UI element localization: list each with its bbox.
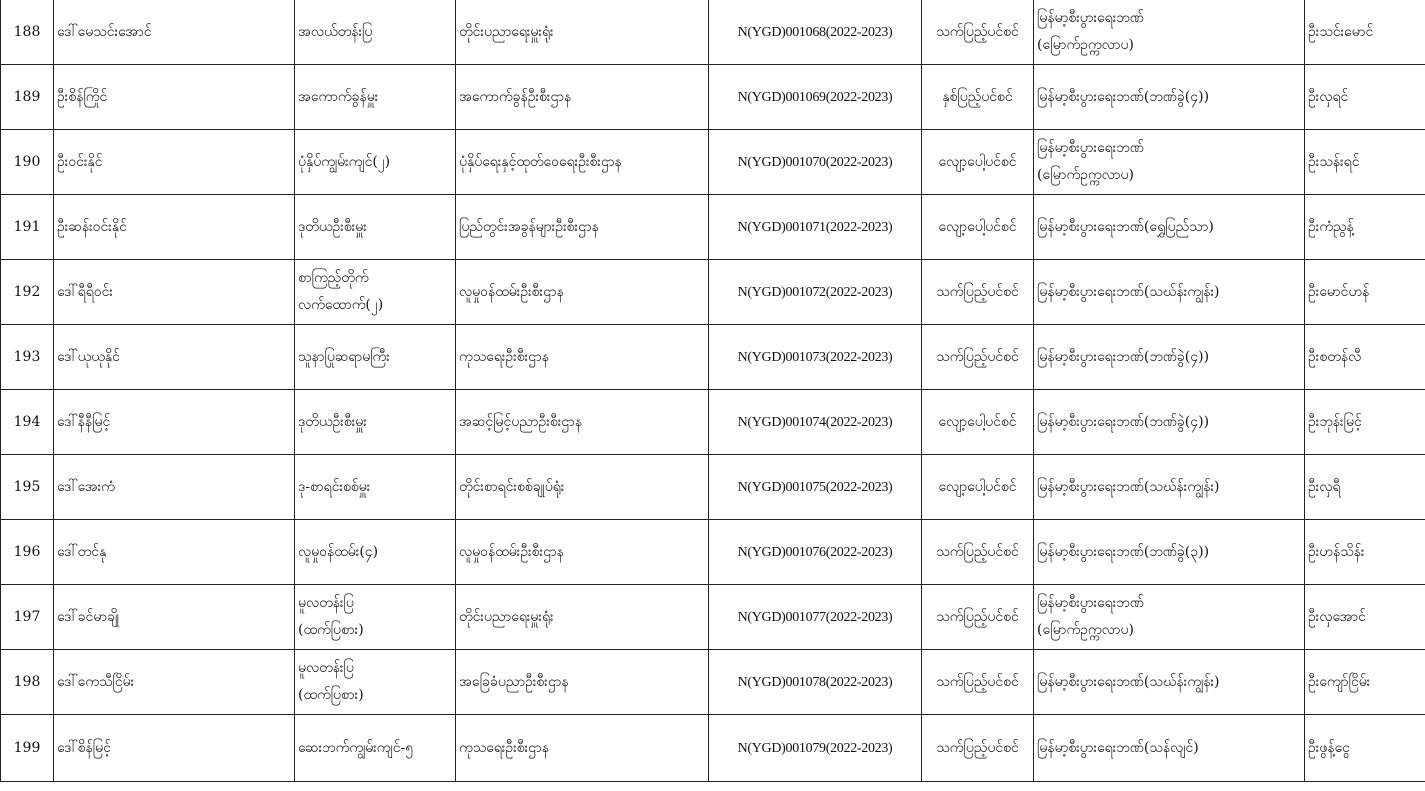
serial-number-cell: 189 [1, 65, 54, 130]
table-row [1, 195, 1425, 260]
department-cell: အခြေခံပညာဦးစီးဌာန [456, 650, 709, 715]
rank-cell [295, 195, 456, 260]
guardian-name-cell: ဦးကျော်ငြိမ်း [1305, 650, 1425, 715]
department-cell: ကုသရေးဦးစီးဌာန [456, 715, 709, 782]
guardian-name-cell: ဦးကံညွန့် [1305, 195, 1425, 260]
department-cell: လူမှုဝန်ထမ်းဦးစီးဌာန [456, 260, 709, 325]
registration-number-cell: N(YGD)001069(2022-2023) [709, 65, 922, 130]
registration-number-cell: N(YGD)001078(2022-2023) [709, 650, 922, 715]
department-cell: တိုင်းပညာရေးမှူးရုံး [456, 0, 709, 65]
rank-cell-line: (ထက်ပြစား) [298, 687, 364, 703]
rank-cell-line: လူမှုဝန်ထမ်း(၄) [298, 543, 379, 560]
bank-branch-cell-line: မြန်မာ့စီးပွားရေးဘဏ်(ရွှေပြည်သာ) [1037, 218, 1214, 235]
pension-type-cell: သက်ပြည့်ပင်စင် [922, 325, 1034, 390]
pension-type-cell: လျော့ပေါ့ပင်စင် [922, 195, 1034, 260]
rank-cell [295, 455, 456, 520]
rank-cell [295, 260, 456, 325]
table-body [1, 0, 1425, 782]
bank-branch-cell-line: မြန်မာ့စီးပွားရေးဘဏ် [1037, 140, 1144, 156]
rank-cell [295, 325, 456, 390]
bank-branch-cell-line: (မြောက်ဥက္ကလာပ) [1037, 622, 1134, 638]
guardian-name-cell: ဦးသင်းမောင် [1305, 0, 1425, 65]
table-row [1, 455, 1425, 520]
guardian-name-cell: ဦးဟန်သိန်း [1305, 520, 1425, 585]
table-row [1, 325, 1425, 390]
bank-branch-cell [1034, 130, 1305, 195]
rank-cell-line: မူလတန်းပြ [298, 595, 354, 611]
pension-type-cell: သက်ပြည့်ပင်စင် [922, 650, 1034, 715]
serial-number-cell: 191 [1, 195, 54, 260]
bank-branch-cell [1034, 585, 1305, 650]
pension-type-cell: သက်ပြည့်ပင်စင် [922, 0, 1034, 65]
serial-number-cell: 193 [1, 325, 54, 390]
pensioner-name-cell: ဦးစိန်ကြိုင် [54, 65, 295, 130]
department-cell: တိုင်းစာရင်းစစ်ချုပ်ရုံး [456, 455, 709, 520]
rank-cell [295, 520, 456, 585]
guardian-name-cell: ဦးဘုန်းမြင့် [1305, 390, 1425, 455]
department-cell: အဆင့်မြင့်ပညာဦးစီးဌာန [456, 390, 709, 455]
pension-type-cell: သက်ပြည့်ပင်စင် [922, 715, 1034, 782]
pensioner-name-cell: ဦးဝင်းနိုင် [54, 130, 295, 195]
rank-cell [295, 715, 456, 782]
bank-branch-cell [1034, 455, 1305, 520]
serial-number-cell: 197 [1, 585, 54, 650]
serial-number-cell: 188 [1, 0, 54, 65]
rank-cell-line: သူနာပြုဆရာမကြီး [298, 348, 390, 365]
rank-cell-line: စာကြည့်တိုက် [298, 270, 369, 286]
serial-number-cell: 196 [1, 520, 54, 585]
department-cell: လူမှုဝန်ထမ်းဦးစီးဌာန [456, 520, 709, 585]
bank-branch-cell-line: မြန်မာ့စီးပွားရေးဘဏ်(သဃ်န်းကျွန်း) [1037, 478, 1220, 495]
rank-cell [295, 585, 456, 650]
bank-branch-cell [1034, 650, 1305, 715]
rank-cell [295, 65, 456, 130]
registration-number-cell: N(YGD)001076(2022-2023) [709, 520, 922, 585]
serial-number-cell: 192 [1, 260, 54, 325]
bank-branch-cell-line: မြန်မာ့စီးပွားရေးဘဏ်(သဃ်န်းကျွန်း) [1037, 673, 1220, 690]
department-cell: အကောက်ခွန်ဦးစီးဌာန [456, 65, 709, 130]
guardian-name-cell: ဦးစတန်လီ [1305, 325, 1425, 390]
pension-type-cell: လျော့ပေါ့ပင်စင် [922, 455, 1034, 520]
bank-branch-cell-line: မြန်မာ့စီးပွားရေးဘဏ်(ဘဏ်ခွဲ(၄)) [1037, 348, 1210, 365]
pensioner-name-cell: ဒေါ်မေသင်းအောင် [54, 0, 295, 65]
bank-branch-cell [1034, 195, 1305, 260]
rank-cell-line: ဒုတိယဦးစီးမှူး [298, 413, 367, 430]
registration-number-cell: N(YGD)001072(2022-2023) [709, 260, 922, 325]
table-row [1, 390, 1425, 455]
pensioner-name-cell: ဒေါ်ကေသီငြိမ်း [54, 650, 295, 715]
bank-branch-cell [1034, 0, 1305, 65]
serial-number-cell: 190 [1, 130, 54, 195]
bank-branch-cell-line: မြန်မာ့စီးပွားရေးဘဏ် [1037, 595, 1144, 611]
bank-branch-cell [1034, 65, 1305, 130]
registration-number-cell: N(YGD)001075(2022-2023) [709, 455, 922, 520]
guardian-name-cell: ဦးလှရီ [1305, 455, 1425, 520]
registration-number-cell: N(YGD)001068(2022-2023) [709, 0, 922, 65]
registration-number-cell: N(YGD)001070(2022-2023) [709, 130, 922, 195]
registration-number-cell: N(YGD)001073(2022-2023) [709, 325, 922, 390]
rank-cell-line: ဒုတိယဦးစီးမှူး [298, 218, 367, 235]
department-cell: ပြည်တွင်းအခွန်များဦးစီးဌာန [456, 195, 709, 260]
bank-branch-cell [1034, 390, 1305, 455]
guardian-name-cell: ဦးလှအောင် [1305, 585, 1425, 650]
bank-branch-cell [1034, 260, 1305, 325]
bank-branch-cell-line: (မြောက်ဥက္ကလာပ) [1037, 37, 1134, 53]
bank-branch-cell-line: မြန်မာ့စီးပွားရေးဘဏ်(ဘဏ်ခွဲ(၄)) [1037, 413, 1210, 430]
registration-number-cell: N(YGD)001079(2022-2023) [709, 715, 922, 782]
bank-branch-cell-line: မြန်မာ့စီးပွားရေးဘဏ်(သဃ်န်းကျွန်း) [1037, 283, 1220, 300]
rank-cell-line: အကောက်ခွန်မှူး [298, 88, 379, 105]
serial-number-cell: 198 [1, 650, 54, 715]
pensioner-name-cell: ဒေါ်ယုယုနိုင် [54, 325, 295, 390]
pensioner-name-cell: ဒေါ်နီနီမြင့် [54, 390, 295, 455]
bank-branch-cell [1034, 325, 1305, 390]
department-cell: ပုံနှိပ်ရေးနှင့်ထုတ်ဝေရေးဦးစီးဌာန [456, 130, 709, 195]
registration-number-cell: N(YGD)001077(2022-2023) [709, 585, 922, 650]
rank-cell [295, 650, 456, 715]
bank-branch-cell-line: မြန်မာ့စီးပွားရေးဘဏ် [1037, 10, 1144, 26]
table-row [1, 715, 1425, 782]
pensioner-name-cell: ဦးဆန်းဝင်းနိုင် [54, 195, 295, 260]
guardian-name-cell: ဦးသန်းရင် [1305, 130, 1425, 195]
pensioner-name-cell: ဒေါ်အေးကံ [54, 455, 295, 520]
rank-cell-line: မူလတန်းပြ [298, 660, 354, 676]
bank-branch-cell-line: မြန်မာ့စီးပွားရေးဘဏ်(သန်လျင်) [1037, 739, 1199, 756]
table-row [1, 130, 1425, 195]
pensioner-name-cell: ဒေါ်ရီရီဝင်း [54, 260, 295, 325]
bank-branch-cell [1034, 520, 1305, 585]
table-row [1, 650, 1425, 715]
serial-number-cell: 195 [1, 455, 54, 520]
rank-cell-line: အလယ်တန်းပြ [298, 23, 373, 40]
registration-number-cell: N(YGD)001071(2022-2023) [709, 195, 922, 260]
pensioner-name-cell: ဒေါ်ခင်မာချို [54, 585, 295, 650]
department-cell: တိုင်းပညာရေးမှူးရုံး [456, 585, 709, 650]
rank-cell [295, 130, 456, 195]
rank-cell-line: ဒု-စာရင်းစစ်မှူး [298, 478, 371, 495]
table-row [1, 260, 1425, 325]
pension-type-cell: သက်ပြည့်ပင်စင် [922, 585, 1034, 650]
rank-cell-line: (ထက်ပြစား) [298, 622, 364, 638]
pension-type-cell: သက်ပြည့်ပင်စင် [922, 260, 1034, 325]
rank-cell [295, 0, 456, 65]
guardian-name-cell: ဦးမောင်ဟန် [1305, 260, 1425, 325]
pension-type-cell: လျော့ပေါ့ပင်စင် [922, 130, 1034, 195]
rank-cell [295, 390, 456, 455]
serial-number-cell: 199 [1, 715, 54, 782]
guardian-name-cell: ဦးလှရင် [1305, 65, 1425, 130]
rank-cell-line: ဆေးဘက်ကျွမ်းကျင်-၅ [298, 739, 414, 756]
rank-cell-line: ပုံနှိပ်ကျွမ်းကျင်(၂) [298, 153, 391, 170]
table-row [1, 0, 1425, 65]
pensioner-name-cell: ဒေါ်စိန်မြင့် [54, 715, 295, 782]
table-row [1, 585, 1425, 650]
bank-branch-cell [1034, 715, 1305, 782]
rank-cell-line: လက်ထောက်(၂) [298, 297, 384, 313]
pension-type-cell: သက်ပြည့်ပင်စင် [922, 520, 1034, 585]
pension-type-cell: နှစ်ပြည့်ပင်စင် [922, 65, 1034, 130]
pensioner-name-cell: ဒေါ်တင်နု [54, 520, 295, 585]
table-row [1, 520, 1425, 585]
department-cell: ကုသရေးဦးစီးဌာန [456, 325, 709, 390]
bank-branch-cell-line: (မြောက်ဥက္ကလာပ) [1037, 167, 1134, 183]
serial-number-cell: 194 [1, 390, 54, 455]
guardian-name-cell: ဦးဖွန့်ငွေ [1305, 715, 1425, 782]
registration-number-cell: N(YGD)001074(2022-2023) [709, 390, 922, 455]
bank-branch-cell-line: မြန်မာ့စီးပွားရေးဘဏ်(ဘဏ်ခွဲ(၄)) [1037, 88, 1210, 105]
pension-type-cell: လျော့ပေါ့ပင်စင် [922, 390, 1034, 455]
bank-branch-cell-line: မြန်မာ့စီးပွားရေးဘဏ်(ဘဏ်ခွဲ(၃)) [1037, 543, 1210, 560]
table-row [1, 65, 1425, 130]
